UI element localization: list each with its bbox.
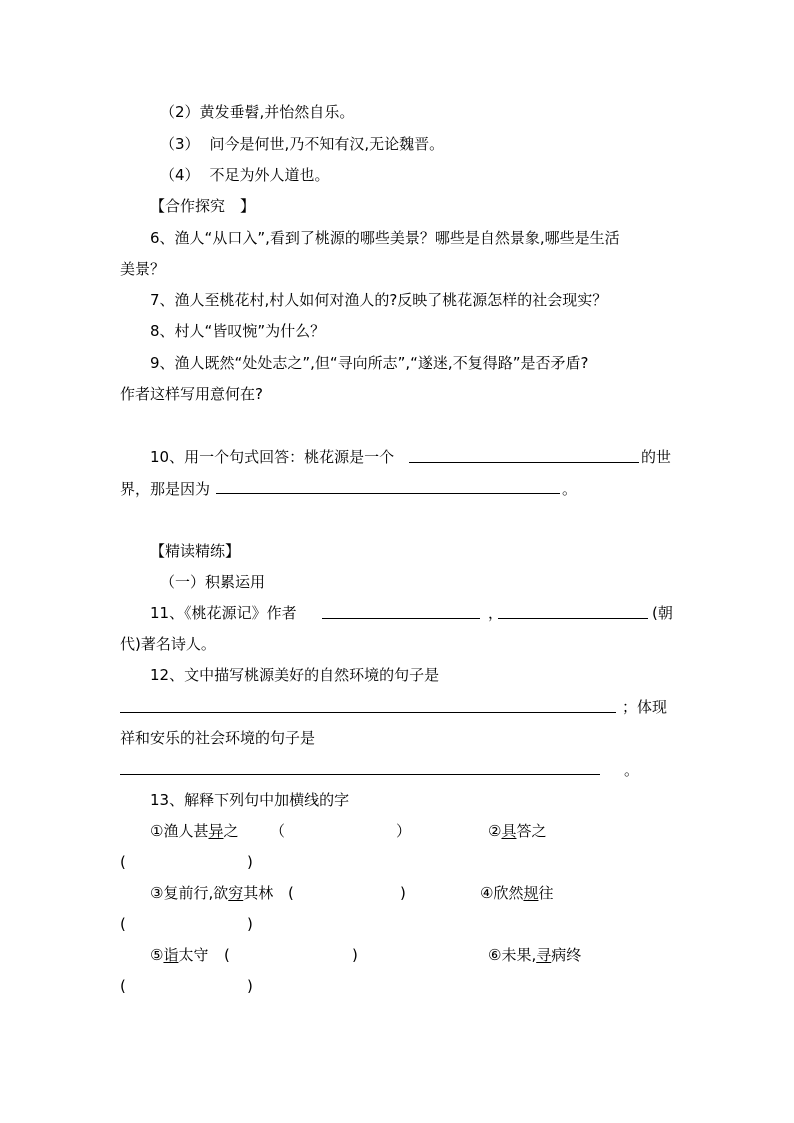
item-2 xyxy=(488,821,546,841)
line-q9-a: 9、渔人既然“处处志之”,但“寻向所志”,“遂迷,不复得路”是否矛盾? xyxy=(150,354,589,372)
section-reading: 【精读精练】 xyxy=(150,542,241,560)
line-q3 xyxy=(160,134,444,154)
line-q10-a xyxy=(150,447,394,467)
item-5-underlined: 诣 xyxy=(163,946,179,964)
q10-answer-blank-2[interactable] xyxy=(216,493,560,494)
item-6-post: 病终 xyxy=(551,946,582,964)
q10-answer-blank-1[interactable] xyxy=(409,462,639,463)
q11-dynasty-blank[interactable] xyxy=(498,618,648,619)
q12-a: 12、文中描写桃源美好的自然环境的句子是 xyxy=(150,666,440,684)
item-3-underlined: 穷 xyxy=(228,884,244,902)
item-4-post: 往 xyxy=(538,884,554,902)
line-q8: 8、村人“皆叹惋”为什么？ xyxy=(150,322,326,340)
item-4-pre: ④欣然 xyxy=(480,884,524,902)
section-cooperation: 【合作探究 】 xyxy=(150,197,256,215)
item-6 xyxy=(488,945,581,965)
item-5-open: ( xyxy=(224,946,230,964)
line-q6-a: 6、渔人“从口入”,看到了桃源的哪些美景？哪些是自然景象,哪些是生活 xyxy=(150,229,620,247)
item-6-close: ) xyxy=(247,977,253,995)
q10-b-suffix: 。 xyxy=(562,480,578,498)
item-2-underlined: 具 xyxy=(501,822,517,840)
line-q6-b: 美景？ xyxy=(120,260,166,278)
item-3-open: ( xyxy=(288,884,294,902)
item-6-pre: ⑥未果, xyxy=(488,946,537,964)
item-2-close: ) xyxy=(247,853,253,871)
item-3-pre: ③复前行,欲 xyxy=(150,884,229,902)
q13: 13、解释下列句中加横线的字 xyxy=(150,791,350,809)
item-2-pre: ② xyxy=(488,822,502,840)
item-3-close: ) xyxy=(400,884,406,902)
q3-number: （3） xyxy=(160,135,200,153)
line-q2: （2）黄发垂髫,并怡然自乐。 xyxy=(160,103,355,121)
item-4-close: ) xyxy=(247,915,253,933)
q11-suffix: (朝 xyxy=(652,604,673,622)
q10-a-prefix: 10、用一个句式回答：桃花源是一个 xyxy=(150,448,395,466)
subsection-one: （一）积累运用 xyxy=(160,573,266,591)
item-1-pre: ①渔人甚 xyxy=(150,822,209,840)
item-5-pre: ⑤ xyxy=(150,946,164,964)
q11-comma: ， xyxy=(488,604,504,622)
q3-text: 问今是何世,乃不知有汉,无论魏晋。 xyxy=(209,135,445,153)
q12-nature-blank[interactable] xyxy=(120,712,616,713)
item-4-open: ( xyxy=(120,915,126,933)
line-q7: 7、渔人至桃花村,村人如何对渔人的?反映了桃花源怎样的社会现实？ xyxy=(150,291,608,309)
q11-author-blank[interactable] xyxy=(322,618,480,619)
q4-number: （4） xyxy=(160,166,200,184)
item-3 xyxy=(150,883,273,903)
item-1-post: 之 xyxy=(223,822,239,840)
item-6-underlined: 寻 xyxy=(536,946,552,964)
q12-b: 祥和安乐的社会环境的句子是 xyxy=(120,729,316,747)
q12-end: 。 xyxy=(624,761,640,779)
item-5-post: 太守 xyxy=(178,946,209,964)
item-4-underlined: 规 xyxy=(523,884,539,902)
q10-a-suffix: 的世 xyxy=(641,448,672,466)
item-5-close: ) xyxy=(352,946,358,964)
q10-b-prefix: 界，那是因为 xyxy=(120,480,211,498)
item-5 xyxy=(150,945,208,965)
q11-b: 代)著名诗人。 xyxy=(120,635,216,653)
q4-text: 不足为外人道也。 xyxy=(209,166,330,184)
line-q9-b: 作者这样写用意何在? xyxy=(120,385,263,403)
item-1-close: ） xyxy=(396,822,412,840)
q11-prefix: 11、《桃花源记》作者 xyxy=(150,604,297,622)
item-4 xyxy=(480,883,553,903)
item-3-post: 其林 xyxy=(243,884,274,902)
line-q4 xyxy=(160,165,330,185)
item-2-post: 答之 xyxy=(516,822,547,840)
item-1-open: （ xyxy=(270,822,286,840)
q12-society-blank[interactable] xyxy=(120,774,600,775)
item-2-open: ( xyxy=(120,853,126,871)
item-1 xyxy=(150,821,238,841)
q12-mid: ；体现 xyxy=(622,698,668,716)
item-1-underlined: 异 xyxy=(208,822,224,840)
item-6-open: ( xyxy=(120,977,126,995)
